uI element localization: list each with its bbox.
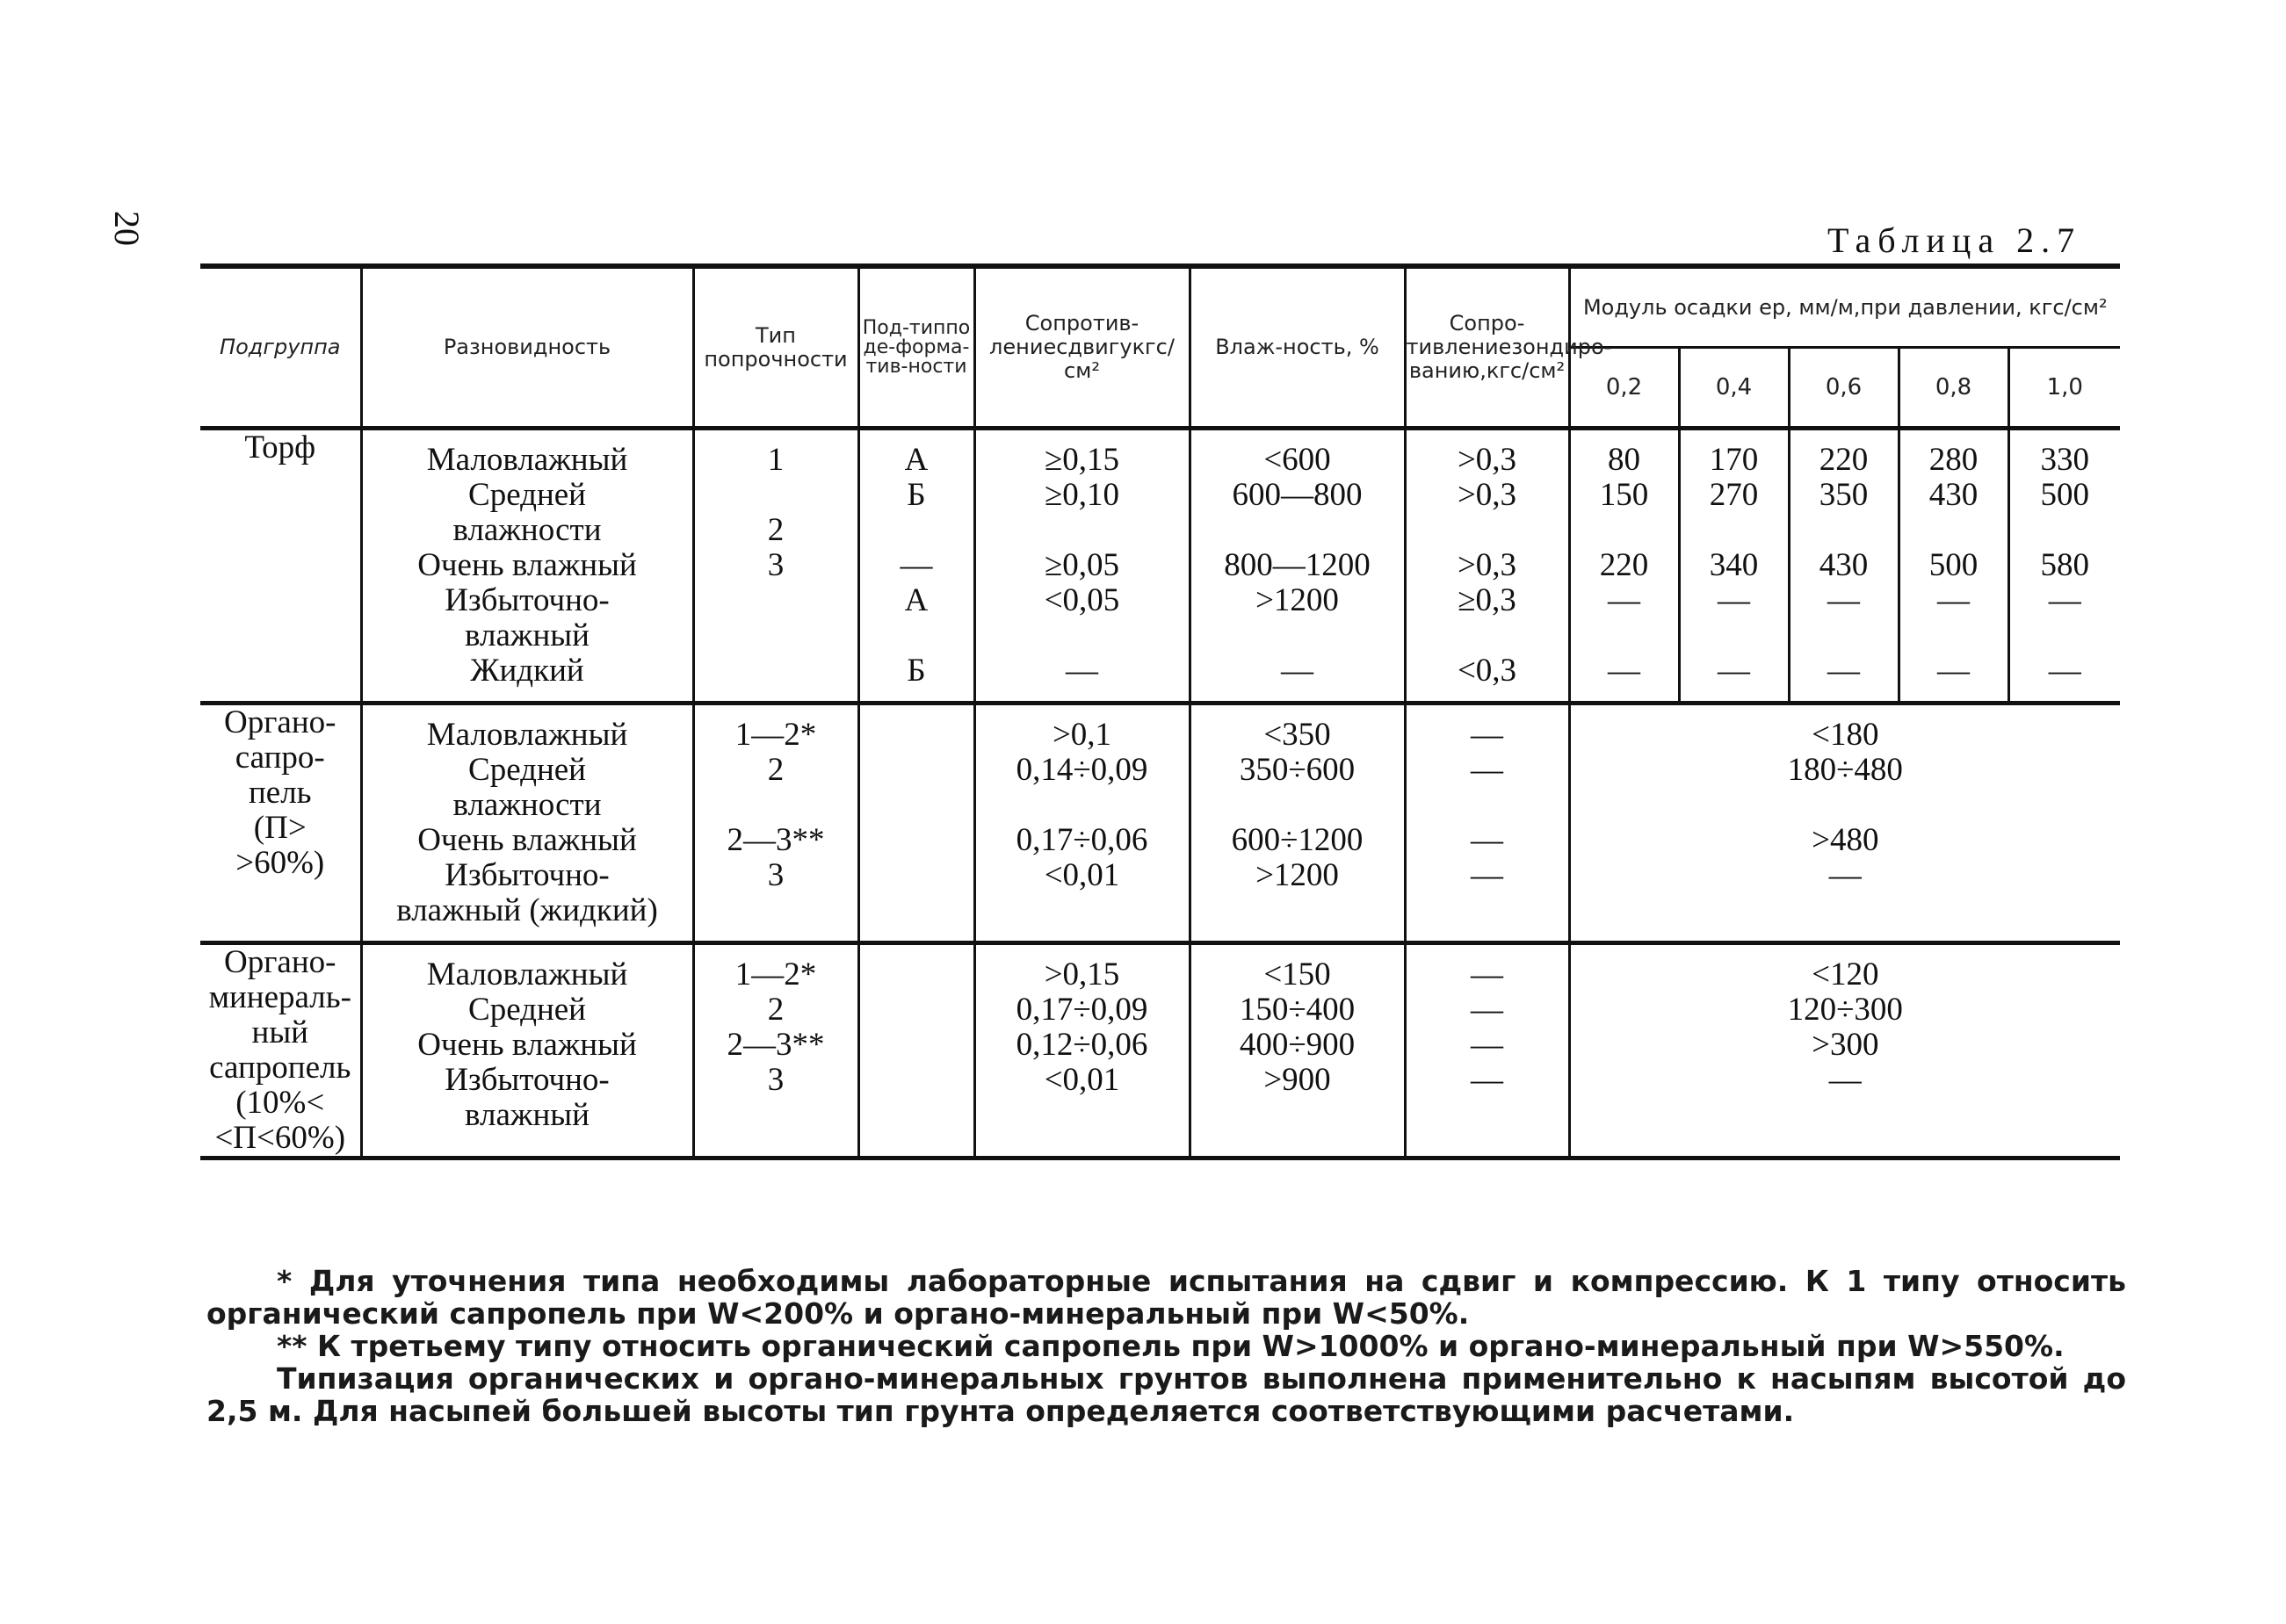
cell-value: 3 [767,1062,785,1098]
cell-value: <350 [1263,717,1331,753]
group-1 [200,704,2120,943]
header-line: Сопро- [1449,311,1525,336]
header-line: ность, % [1283,335,1379,359]
cell-value: А [904,442,929,478]
subgroup-name [200,943,361,1158]
variety-line: Избыточно- [445,1062,610,1098]
header-pressure: 0,8 [1899,348,2008,429]
header-line: Модуль осадки eр, мм/м, [1582,294,1861,320]
cell-value: 1 [767,442,785,478]
cell-value: 500 [1928,547,1979,583]
cell-value: — [1937,582,1970,618]
header-line: по де- [863,316,971,358]
subgroup-name-line: сапро- [235,740,325,776]
cell-value: ≥0,15 [1044,442,1120,478]
cell-value: — [1937,653,1970,689]
cell-value: ≥0,3 [1458,582,1516,618]
subgroup-name-line: <П<60%) [214,1120,346,1156]
modulus-cell [1569,429,1679,704]
cell-value: — [1608,653,1640,689]
cell-value: >1200 [1255,582,1339,618]
cell-value: 270 [1709,477,1759,513]
cell-value: 580 [2040,547,2090,583]
header-line: сдвигу [1056,335,1132,359]
cell-value: >480 [1812,822,1879,858]
cell-value: — [1471,1062,1503,1098]
spacer [1571,788,2121,823]
subgroup-name-line: >60%) [235,845,325,881]
table-row [200,704,2120,943]
spacer [2010,618,2121,653]
header-line: Тип по [704,322,796,372]
subgroup-name-line: ный [251,1014,308,1050]
header-pressure: 0,2 [1569,348,1679,429]
cell-value: 340 [1709,547,1759,583]
cell-value: 2 [767,512,785,548]
cell-value: 170 [1709,442,1759,478]
soil-classification-table [200,263,2120,1160]
table-row [200,943,2120,1158]
group-2 [200,943,2120,1158]
modulus-merged-cell [1569,943,2120,1158]
spacer [1407,513,1568,548]
variety-line: Очень влажный [417,547,637,583]
shear-cell [974,429,1190,704]
spacer [1790,618,1898,653]
cell-value: 800—1200 [1224,547,1371,583]
header-probing-resistance [1405,266,1612,429]
spacer [860,618,973,653]
cell-value: — [1828,857,1862,893]
cell-value: — [1827,582,1860,618]
header-subgroup [200,266,361,429]
cell-value: Б [907,653,926,689]
spacer [1191,513,1404,548]
header-line: ванию, [1408,358,1487,383]
cell-value: <150 [1263,956,1331,992]
header-pressure: 0,4 [1679,348,1789,429]
spacer [1790,513,1898,548]
cell-value: ≥0,05 [1044,547,1120,583]
cell-value: 330 [2040,442,2090,478]
cell-value: 3 [767,857,785,893]
header-line: тив- [865,355,908,378]
subgroup-name-line: (10%< [235,1085,325,1121]
variety-line: Избыточно- [445,582,610,618]
subgroup-name [200,704,361,943]
cell-value: 2 [767,752,785,788]
probe-cell [1405,429,1569,704]
cell-value: <0,01 [1044,857,1120,893]
subgroup-name-line: пель [248,775,312,811]
variety-line: Жидкий [470,653,584,689]
cell-value: 1—2* [734,956,817,992]
subgroup-name-line: Органо- [224,704,336,740]
shear-cell [974,704,1190,943]
subgroup-name-line: (П> [253,810,307,846]
variety-line: Средней [468,992,586,1028]
cell-value: 430 [1819,547,1869,583]
variety-line: Очень влажный [417,1027,637,1063]
variety-line: Маловлажный [426,956,628,992]
cell-value: 220 [1819,442,1869,478]
cell-value: >0,1 [1052,717,1112,753]
cell-value: — [1827,653,1860,689]
header-pressure: 0,6 [1789,348,1899,429]
cell-value: — [1471,857,1503,893]
footnote-3: Типизация органических и органо-минеральных грунтов выполнена применительно к насыпям высотой до 2,5 м. Для насыпей большей высоты тип грунта определяется соответствующими расчетами. [206,1361,2126,1428]
modulus-merged-cell [1569,704,2120,943]
cell-value: >1200 [1255,857,1339,893]
cell-value: 220 [1599,547,1649,583]
spacer [695,788,857,823]
variety-line: Маловлажный [426,717,628,753]
cell-value: 280 [1928,442,1979,478]
header-moisture [1190,266,1405,429]
deform-subtype-cell [858,704,974,943]
variety-cell [361,943,693,1158]
cell-value: — [1828,1062,1862,1098]
header-line: тип [908,316,946,339]
footnote-1: * Для уточнения типа необходимы лабораторные испытания на сдвиг и компрессию. К 1 типу относить органический сапропель при W<200% и органо-минеральный при W<50%. [206,1264,2126,1331]
header-line: тивление [1406,335,1512,359]
cell-value: 400÷900 [1239,1027,1356,1063]
spacer [695,478,857,513]
cell-value: — [1471,717,1503,753]
subgroup-name-line: минераль- [208,979,351,1015]
spacer [1571,513,1678,548]
spacer [695,893,857,928]
cell-value: — [2048,653,2081,689]
modulus-cell [1899,429,2008,704]
spacer [976,1098,1189,1133]
variety-line: влажный [465,617,590,653]
cell-value: <0,01 [1044,1062,1120,1098]
modulus-cell [2008,429,2120,704]
cell-value: >300 [1812,1027,1879,1063]
cell-value: — [1471,1027,1503,1063]
spacer [1407,788,1568,823]
spacer [1571,1098,2121,1133]
variety-line: влажности [452,512,602,548]
spacer [1900,513,2007,548]
cell-value: 1—2* [734,717,817,753]
cell-value: 2—3** [727,1027,825,1063]
header-line: Влаж- [1215,335,1284,359]
header-deform-subtype [858,266,974,429]
page-number: 20 [107,211,147,246]
shear-cell [974,943,1190,1158]
subgroup-name-line: Органо- [224,944,336,980]
cell-value: А [904,582,929,618]
spacer [860,957,973,992]
moisture-cell [1190,429,1405,704]
spacer [976,893,1189,928]
cell-value: — [900,547,933,583]
cell-value: <120 [1812,956,1879,992]
variety-line: Средней [468,477,586,513]
modulus-cell [1789,429,1899,704]
spacer [1407,1098,1568,1133]
cell-value: 430 [1928,477,1979,513]
spacer [976,618,1189,653]
header-shear-resistance [974,266,1190,429]
header-line: кгс/см² [1064,335,1175,383]
variety-line: влажный [465,1097,590,1133]
header-line: прочности [730,346,848,372]
spacer [860,753,973,788]
cell-value: 0,14÷0,09 [1016,752,1148,788]
cell-value: >0,3 [1457,442,1517,478]
spacer [1407,618,1568,653]
cell-value: <180 [1812,717,1879,753]
group-0 [200,429,2120,704]
deform-subtype-cell [858,943,974,1158]
header-line: Под- [862,316,909,339]
cell-value: 2 [767,992,785,1028]
header-line: ление [989,335,1057,359]
spacer [1681,618,1788,653]
cell-value: 150 [1599,477,1649,513]
cell-value: 150÷400 [1239,992,1356,1028]
header-line: форма- [895,336,970,358]
header-line: Под [220,335,264,359]
strength-type-cell [693,943,858,1158]
spacer [1407,893,1568,928]
cell-value: Б [907,477,926,513]
cell-value: — [1718,582,1750,618]
variety-line: Избыточно- [445,857,610,893]
variety-line: влажный (жидкий) [396,892,658,928]
moisture-cell [1190,704,1405,943]
spacer [976,513,1189,548]
header-settlement-modulus [1569,266,2120,348]
footnote-2: ** К третьему типу относить органический сапропель при W>1000% и органо-минеральный при W>550%. [277,1329,2065,1363]
cell-value: 600—800 [1232,477,1363,513]
table-caption: Таблица 2.7 [1827,220,2082,260]
spacer [695,1098,857,1133]
cell-value: 350 [1819,477,1869,513]
cell-value: 180÷480 [1787,752,1903,788]
variety-cell [361,429,693,704]
cell-value: <0,3 [1457,653,1517,689]
cell-value: — [1066,653,1098,689]
deform-subtype-cell [858,429,974,704]
spacer [1191,788,1404,823]
cell-value: <600 [1263,442,1331,478]
variety-line: Очень влажный [417,822,637,858]
cell-value: — [1718,653,1750,689]
header-line: Сопротив- [1024,311,1139,336]
cell-value: 120÷300 [1787,992,1903,1028]
cell-value: 2—3** [727,822,825,858]
spacer [1571,893,2121,928]
spacer [1900,618,2007,653]
table-row [200,429,2120,704]
subgroup-name-line: сапропель [209,1050,351,1086]
cell-value: >0,3 [1457,477,1517,513]
cell-value: >900 [1263,1062,1331,1098]
spacer [1191,1098,1404,1133]
cell-value: >0,15 [1044,956,1120,992]
cell-value: 0,17÷0,06 [1016,822,1148,858]
footnotes [206,1265,2126,1427]
modulus-cell [1679,429,1789,704]
spacer [2010,513,2121,548]
moisture-cell [1190,943,1405,1158]
cell-value: — [1281,653,1313,689]
spacer [1191,618,1404,653]
cell-value: — [1471,992,1503,1028]
probe-cell [1405,943,1569,1158]
subgroup-name [200,429,361,704]
header-line: при давлении, кгс/см² [1860,294,2108,320]
spacer [1681,513,1788,548]
cell-value: 600÷1200 [1231,822,1364,858]
header-strength-type [693,266,858,429]
strength-type-cell [693,429,858,704]
header-line: ности [908,355,967,378]
cell-value: — [1471,956,1503,992]
probe-cell [1405,704,1569,943]
table-header [200,266,2120,429]
cell-value: >0,3 [1457,547,1517,583]
cell-value: — [1608,582,1640,618]
cell-value: — [1471,752,1503,788]
cell-value: <0,05 [1044,582,1120,618]
variety-cell [361,704,693,943]
subgroup-name-line: Торф [244,429,316,466]
spacer [695,583,857,618]
soil-table-container [200,263,2120,1160]
cell-value: 500 [2040,477,2090,513]
cell-value: 0,12÷0,06 [1016,1027,1148,1063]
variety-line: влажности [452,787,602,823]
cell-value: — [2048,582,2081,618]
variety-line: Средней [468,752,586,788]
header-line: группа [263,335,341,359]
spacer [1571,618,1678,653]
header-variety: Разновидность [361,266,693,429]
cell-value: — [1471,822,1503,858]
cell-value: 3 [767,547,785,583]
spacer [860,718,973,753]
strength-type-cell [693,704,858,943]
cell-value: ≥0,10 [1044,477,1120,513]
cell-value: 350÷600 [1239,752,1356,788]
spacer [1191,893,1404,928]
header-line: кгс/см² [1486,358,1566,383]
header-pressure: 1,0 [2008,348,2120,429]
header-line: зондиро- [1511,335,1612,359]
cell-value: 0,17÷0,09 [1016,992,1148,1028]
cell-value: 80 [1608,442,1640,478]
variety-line: Маловлажный [426,442,628,478]
spacer [860,513,973,548]
spacer [976,788,1189,823]
